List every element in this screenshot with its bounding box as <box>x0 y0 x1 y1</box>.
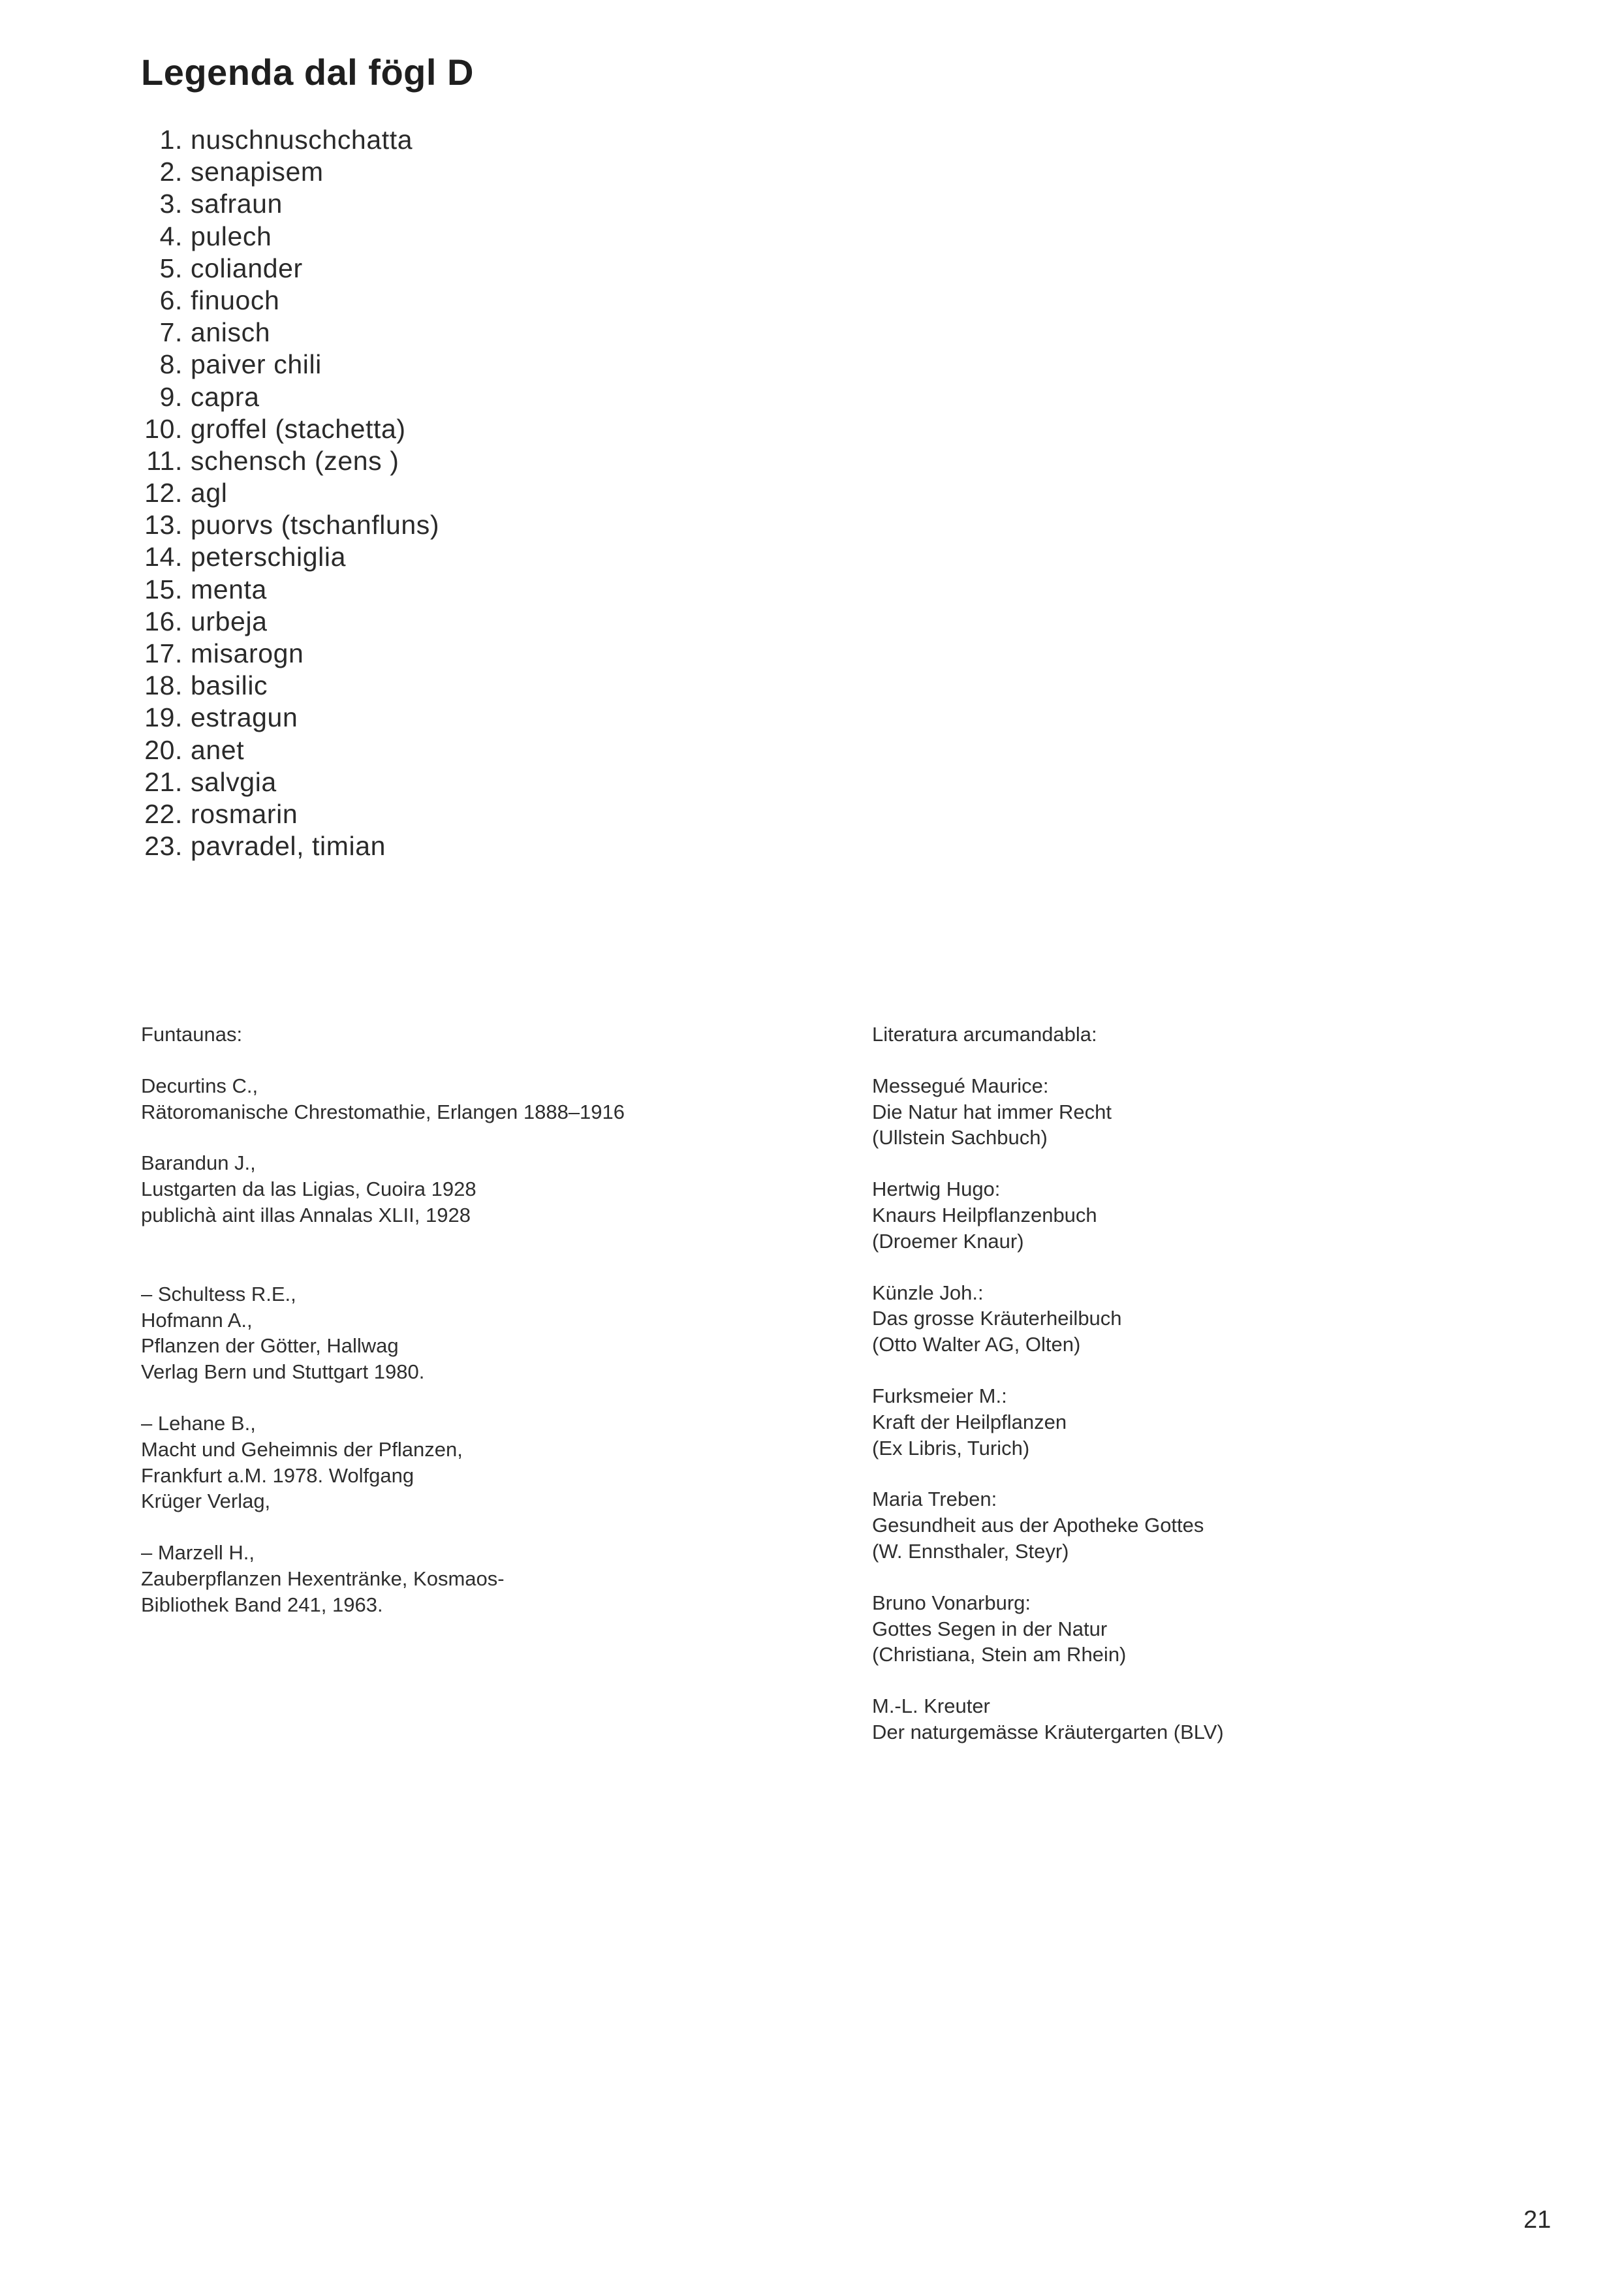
sources-heading: Funtaunas: <box>141 1023 243 1046</box>
literature-entry <box>872 1383 1224 1461</box>
literature-line: Messegué Maurice: <box>872 1074 1049 1097</box>
legend-item <box>131 638 439 670</box>
literature-heading: Literatura arcumandabla: <box>872 1023 1097 1046</box>
source-line: Bibliothek Band 241, 1963. <box>141 1593 383 1616</box>
literature-line: Künzle Joh.: <box>872 1281 984 1304</box>
legend-item <box>131 477 439 509</box>
source-line: – Marzell H., <box>141 1541 255 1565</box>
legend-name: peterschiglia <box>191 542 346 572</box>
source-line: Hofmann A., <box>141 1308 253 1332</box>
legend-number: 13. <box>144 510 183 540</box>
legend-number: 10. <box>144 413 183 444</box>
literature-line: Hertwig Hugo: <box>872 1178 1001 1201</box>
source-line: Pflanzen der Götter, Hallwag <box>141 1334 399 1358</box>
legend-number: 17. <box>144 638 183 668</box>
legend-name: paiver chili <box>191 349 322 380</box>
legend-item <box>131 798 439 830</box>
legend-number: 20. <box>144 734 183 765</box>
legend-item <box>131 188 439 220</box>
legend-number: 12. <box>144 478 183 508</box>
source-line: Decurtins C., <box>141 1074 258 1097</box>
legend-number: 22. <box>144 798 183 829</box>
legend-item <box>131 734 439 766</box>
page-title: Legenda dal fögl D <box>141 52 474 93</box>
literature-line: (Christiana, Stein am Rhein) <box>872 1643 1127 1666</box>
legend-name: anet <box>191 734 245 765</box>
literature-entry <box>872 1280 1224 1358</box>
legend-name: anisch <box>191 317 271 348</box>
source-entry <box>141 1540 625 1617</box>
legend-number: 1. <box>159 125 183 155</box>
legend-name: nuschnuschchatta <box>191 125 413 155</box>
source-line: Barandun J., <box>141 1151 256 1175</box>
legend-item <box>131 445 439 477</box>
legend-name: estragun <box>191 702 298 733</box>
source-entry <box>141 1150 625 1228</box>
literature-column <box>872 1022 1224 1745</box>
literature-entry <box>872 1486 1224 1564</box>
legend-item <box>131 509 439 541</box>
legend-number: 4. <box>159 221 183 251</box>
legend-name: rosmarin <box>191 798 298 829</box>
legend-name: basilic <box>191 670 268 701</box>
legend-item <box>131 156 439 188</box>
literature-line: Gesundheit aus der Apotheke Gottes <box>872 1514 1204 1537</box>
legend-name: schensch (zens ) <box>191 445 399 476</box>
legend-name: capra <box>191 381 260 412</box>
literature-line: (W. Ennsthaler, Steyr) <box>872 1539 1069 1563</box>
legend-number: 8. <box>159 349 183 380</box>
legend-name: agl <box>191 478 228 508</box>
legend-name: coliander <box>191 253 303 283</box>
source-entry <box>141 1073 625 1125</box>
legend-item <box>131 413 439 445</box>
sources-column <box>141 1022 625 1618</box>
legend-item <box>131 702 439 734</box>
legend-number: 3. <box>159 189 183 219</box>
legend-item <box>131 830 439 862</box>
legend-name: groffel (stachetta) <box>191 413 406 444</box>
source-entry <box>141 1281 625 1385</box>
legend-number: 9. <box>159 381 183 412</box>
literature-line: Knaurs Heilpflanzenbuch <box>872 1203 1097 1226</box>
literature-entry <box>872 1590 1224 1668</box>
legend-item <box>131 349 439 381</box>
source-entry <box>141 1411 625 1514</box>
legend-number: 19. <box>144 702 183 733</box>
source-line: Lustgarten da las Ligias, Cuoira 1928 <box>141 1178 476 1201</box>
legend-item <box>131 541 439 573</box>
legend-item <box>131 253 439 285</box>
legend-number: 5. <box>159 253 183 283</box>
literature-entry <box>872 1693 1224 1745</box>
legend-name: salvgia <box>191 766 277 797</box>
source-line: Frankfurt a.M. 1978. Wolfgang <box>141 1463 414 1487</box>
literature-line: (Droemer Knaur) <box>872 1229 1024 1253</box>
source-line: Rätoromanische Chrestomathie, Erlangen 1888–1916 <box>141 1100 625 1123</box>
legend-name: pulech <box>191 221 272 251</box>
literature-entry <box>872 1176 1224 1254</box>
legend-number: 14. <box>144 542 183 572</box>
legend-item <box>131 606 439 638</box>
legend-item <box>131 124 439 156</box>
legend-number: 2. <box>159 157 183 187</box>
literature-line: Bruno Vonarburg: <box>872 1591 1031 1614</box>
literature-line: Furksmeier M.: <box>872 1384 1007 1407</box>
literature-line: (Ullstein Sachbuch) <box>872 1126 1048 1149</box>
source-line: Krüger Verlag, <box>141 1490 271 1513</box>
legend-name: senapisem <box>191 157 324 187</box>
source-line: Verlag Bern und Stuttgart 1980. <box>141 1360 425 1384</box>
source-line: – Lehane B., <box>141 1411 256 1435</box>
literature-line: (Ex Libris, Turich) <box>872 1436 1030 1460</box>
source-line: – Schultess R.E., <box>141 1282 296 1305</box>
literature-line: Maria Treben: <box>872 1488 997 1511</box>
legend-name: puorvs (tschanfluns) <box>191 510 440 540</box>
legend-item <box>131 766 439 798</box>
literature-line: Der naturgemässe Kräutergarten (BLV) <box>872 1720 1224 1743</box>
literature-line: Das grosse Kräuterheilbuch <box>872 1307 1122 1330</box>
legend-name: pavradel, timian <box>191 831 386 862</box>
legend-list <box>131 124 439 862</box>
legend-number: 7. <box>159 317 183 348</box>
literature-line: Gottes Segen in der Natur <box>872 1617 1108 1640</box>
legend-name: safraun <box>191 189 283 219</box>
legend-name: menta <box>191 574 267 604</box>
literature-line: M.-L. Kreuter <box>872 1694 990 1718</box>
literature-line: (Otto Walter AG, Olten) <box>872 1333 1081 1356</box>
legend-item <box>131 317 439 349</box>
page-number: 21 <box>1523 2206 1552 2234</box>
source-line: Macht und Geheimnis der Pflanzen, <box>141 1437 463 1461</box>
legend-item <box>131 670 439 702</box>
legend-item <box>131 381 439 413</box>
legend-item <box>131 574 439 606</box>
legend-name: urbeja <box>191 606 268 636</box>
legend-number: 6. <box>159 285 183 315</box>
legend-number: 21. <box>144 766 183 797</box>
legend-name: misarogn <box>191 638 304 668</box>
source-line: Zauberpflanzen Hexentränke, Kosmaos- <box>141 1567 505 1590</box>
legend-number: 18. <box>144 670 183 701</box>
legend-number: 16. <box>144 606 183 636</box>
literature-line: Kraft der Heilpflanzen <box>872 1410 1067 1433</box>
literature-line: Die Natur hat immer Recht <box>872 1100 1112 1123</box>
legend-name: finuoch <box>191 285 280 315</box>
source-line: publichà aint illas Annalas XLII, 1928 <box>141 1203 471 1226</box>
legend-item <box>131 221 439 253</box>
legend-number: 15. <box>144 574 183 604</box>
legend-number: 11. <box>146 445 183 476</box>
literature-entry <box>872 1073 1224 1151</box>
legend-number: 23. <box>144 831 183 862</box>
legend-item <box>131 285 439 317</box>
